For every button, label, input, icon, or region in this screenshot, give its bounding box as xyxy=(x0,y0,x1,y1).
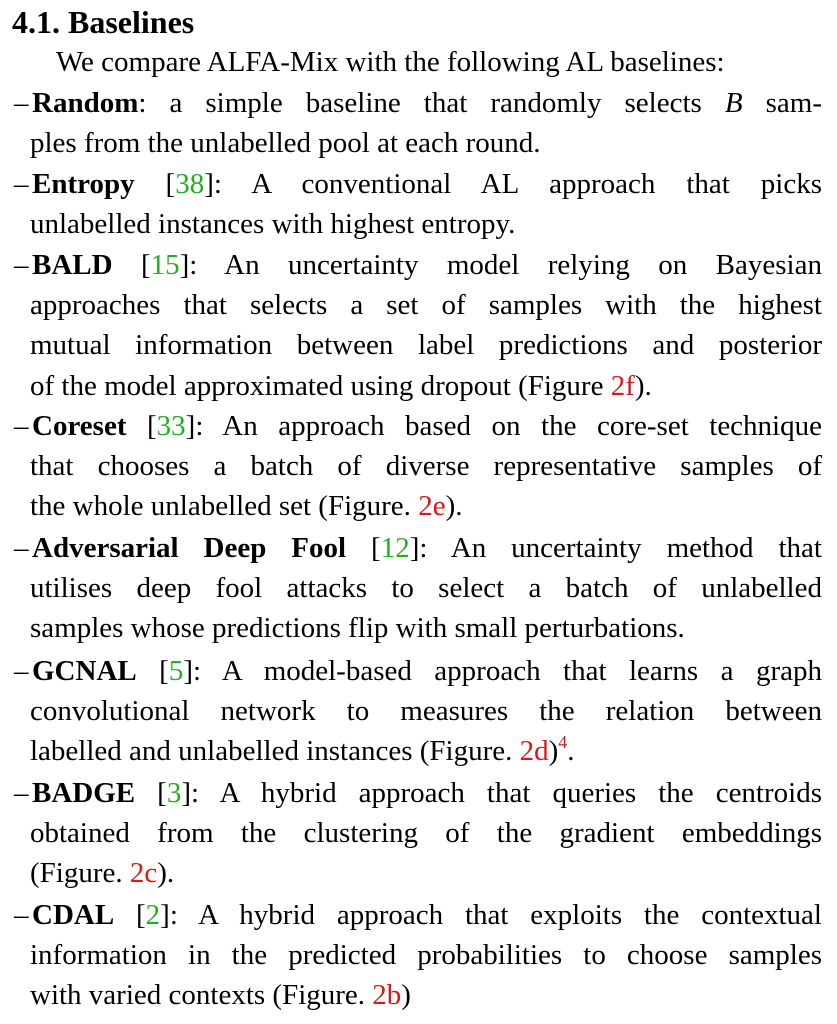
item-line: the whole unlabelled set (Figure. 2e). xyxy=(30,490,463,523)
baseline-name: BALD xyxy=(32,249,113,281)
citation-link[interactable]: 5 xyxy=(168,655,184,687)
item-line: utilises deep fool attacks to select a batch of unlabelled xyxy=(30,572,822,605)
item-line: labelled and unlabelled instances (Figure. 2d)$^4$. xyxy=(30,732,575,768)
bullet-dash: – xyxy=(14,655,29,687)
item-line: samples whose predictions flip with small perturbations. xyxy=(30,612,685,645)
baseline-name: Random xyxy=(32,87,139,119)
baseline-name: Adversarial Deep Fool xyxy=(32,532,347,564)
figure-ref-link[interactable]: 2e xyxy=(418,490,446,523)
bullet-dash: – xyxy=(14,87,29,119)
citation-link[interactable]: 33 xyxy=(156,410,186,442)
item-line: that chooses a batch of diverse representative samples of xyxy=(30,450,822,483)
baseline-name: Coreset xyxy=(32,410,127,442)
item-line: (Figure. 2c). xyxy=(30,857,175,890)
item-line: – BALD [15]: An uncertainty model relying on Bayesian xyxy=(14,245,822,285)
figure-ref-link[interactable]: 2d xyxy=(519,735,549,768)
baseline-item-random xyxy=(14,83,822,163)
citation-link[interactable]: 38 xyxy=(175,168,205,200)
footnote-marker[interactable]: 4 xyxy=(558,732,568,753)
item-line: convolutional network to measures the relation between xyxy=(30,695,822,728)
citation-link[interactable]: 2 xyxy=(145,899,161,931)
baseline-name: CDAL xyxy=(32,899,115,931)
item-line: – BADGE [3]: A hybrid approach that queries the centroids xyxy=(14,773,822,813)
citation-link[interactable]: 12 xyxy=(380,532,410,564)
item-line: – Adversarial Deep Fool [12]: An uncertainty method that xyxy=(14,528,822,568)
item-line: ples from the unlabelled pool at each round. xyxy=(30,127,541,160)
item-line: – CDAL [2]: A hybrid approach that exploits the contextual xyxy=(14,895,822,935)
baseline-name: Entropy xyxy=(32,168,135,200)
item-line: – GCNAL [5]: A model-based approach that learns a graph xyxy=(14,651,822,691)
baseline-item-bald xyxy=(14,245,822,406)
math-variable: B xyxy=(724,87,743,119)
bullet-dash: – xyxy=(14,249,29,281)
item-line: of the model approximated using dropout (Figure 2f). xyxy=(30,369,652,402)
intro-sentence: We compare ALFA-Mix with the following AL baselines: xyxy=(56,46,725,78)
figure-ref-link[interactable]: 2f xyxy=(610,369,635,402)
item-line: – Random: a simple baseline that randomly selects B sam- xyxy=(14,83,822,123)
bullet-dash: – xyxy=(14,168,29,200)
baseline-item-badge xyxy=(14,773,822,894)
figure-ref-link[interactable]: 2c xyxy=(129,857,158,890)
bullet-dash: – xyxy=(14,777,29,809)
item-line: – Entropy [38]: A conventional AL approach that picks xyxy=(14,164,822,204)
section-heading: 4.1. Baselines xyxy=(12,4,195,40)
baseline-item-coreset xyxy=(14,406,822,527)
baseline-name: BADGE xyxy=(32,777,136,809)
item-line: unlabelled instances with highest entropy. xyxy=(30,208,516,241)
bullet-dash: – xyxy=(14,410,29,442)
item-line: with varied contexts (Figure. 2b) xyxy=(30,979,411,1012)
item-line: obtained from the clustering of the gradient embeddings xyxy=(30,817,822,850)
baseline-item-entropy xyxy=(14,164,822,244)
baseline-name: GCNAL xyxy=(32,655,137,687)
item-line: information in the predicted probabilities to choose samples xyxy=(30,939,822,972)
citation-link[interactable]: 15 xyxy=(150,249,180,281)
figure-ref-link[interactable]: 2b xyxy=(372,979,402,1012)
baseline-item-adversarial-deep-fool xyxy=(14,528,822,649)
baseline-item-gcnal xyxy=(14,651,822,772)
item-line: – Coreset [33]: An approach based on the core-set technique xyxy=(14,406,822,446)
baseline-item-cdal xyxy=(14,895,822,1016)
bullet-dash: – xyxy=(14,899,29,931)
item-line: mutual information between label predictions and posterior xyxy=(30,329,822,362)
bullet-dash: – xyxy=(14,532,29,564)
item-line: approaches that selects a set of samples with the highest xyxy=(30,289,822,322)
citation-link[interactable]: 3 xyxy=(166,777,182,809)
